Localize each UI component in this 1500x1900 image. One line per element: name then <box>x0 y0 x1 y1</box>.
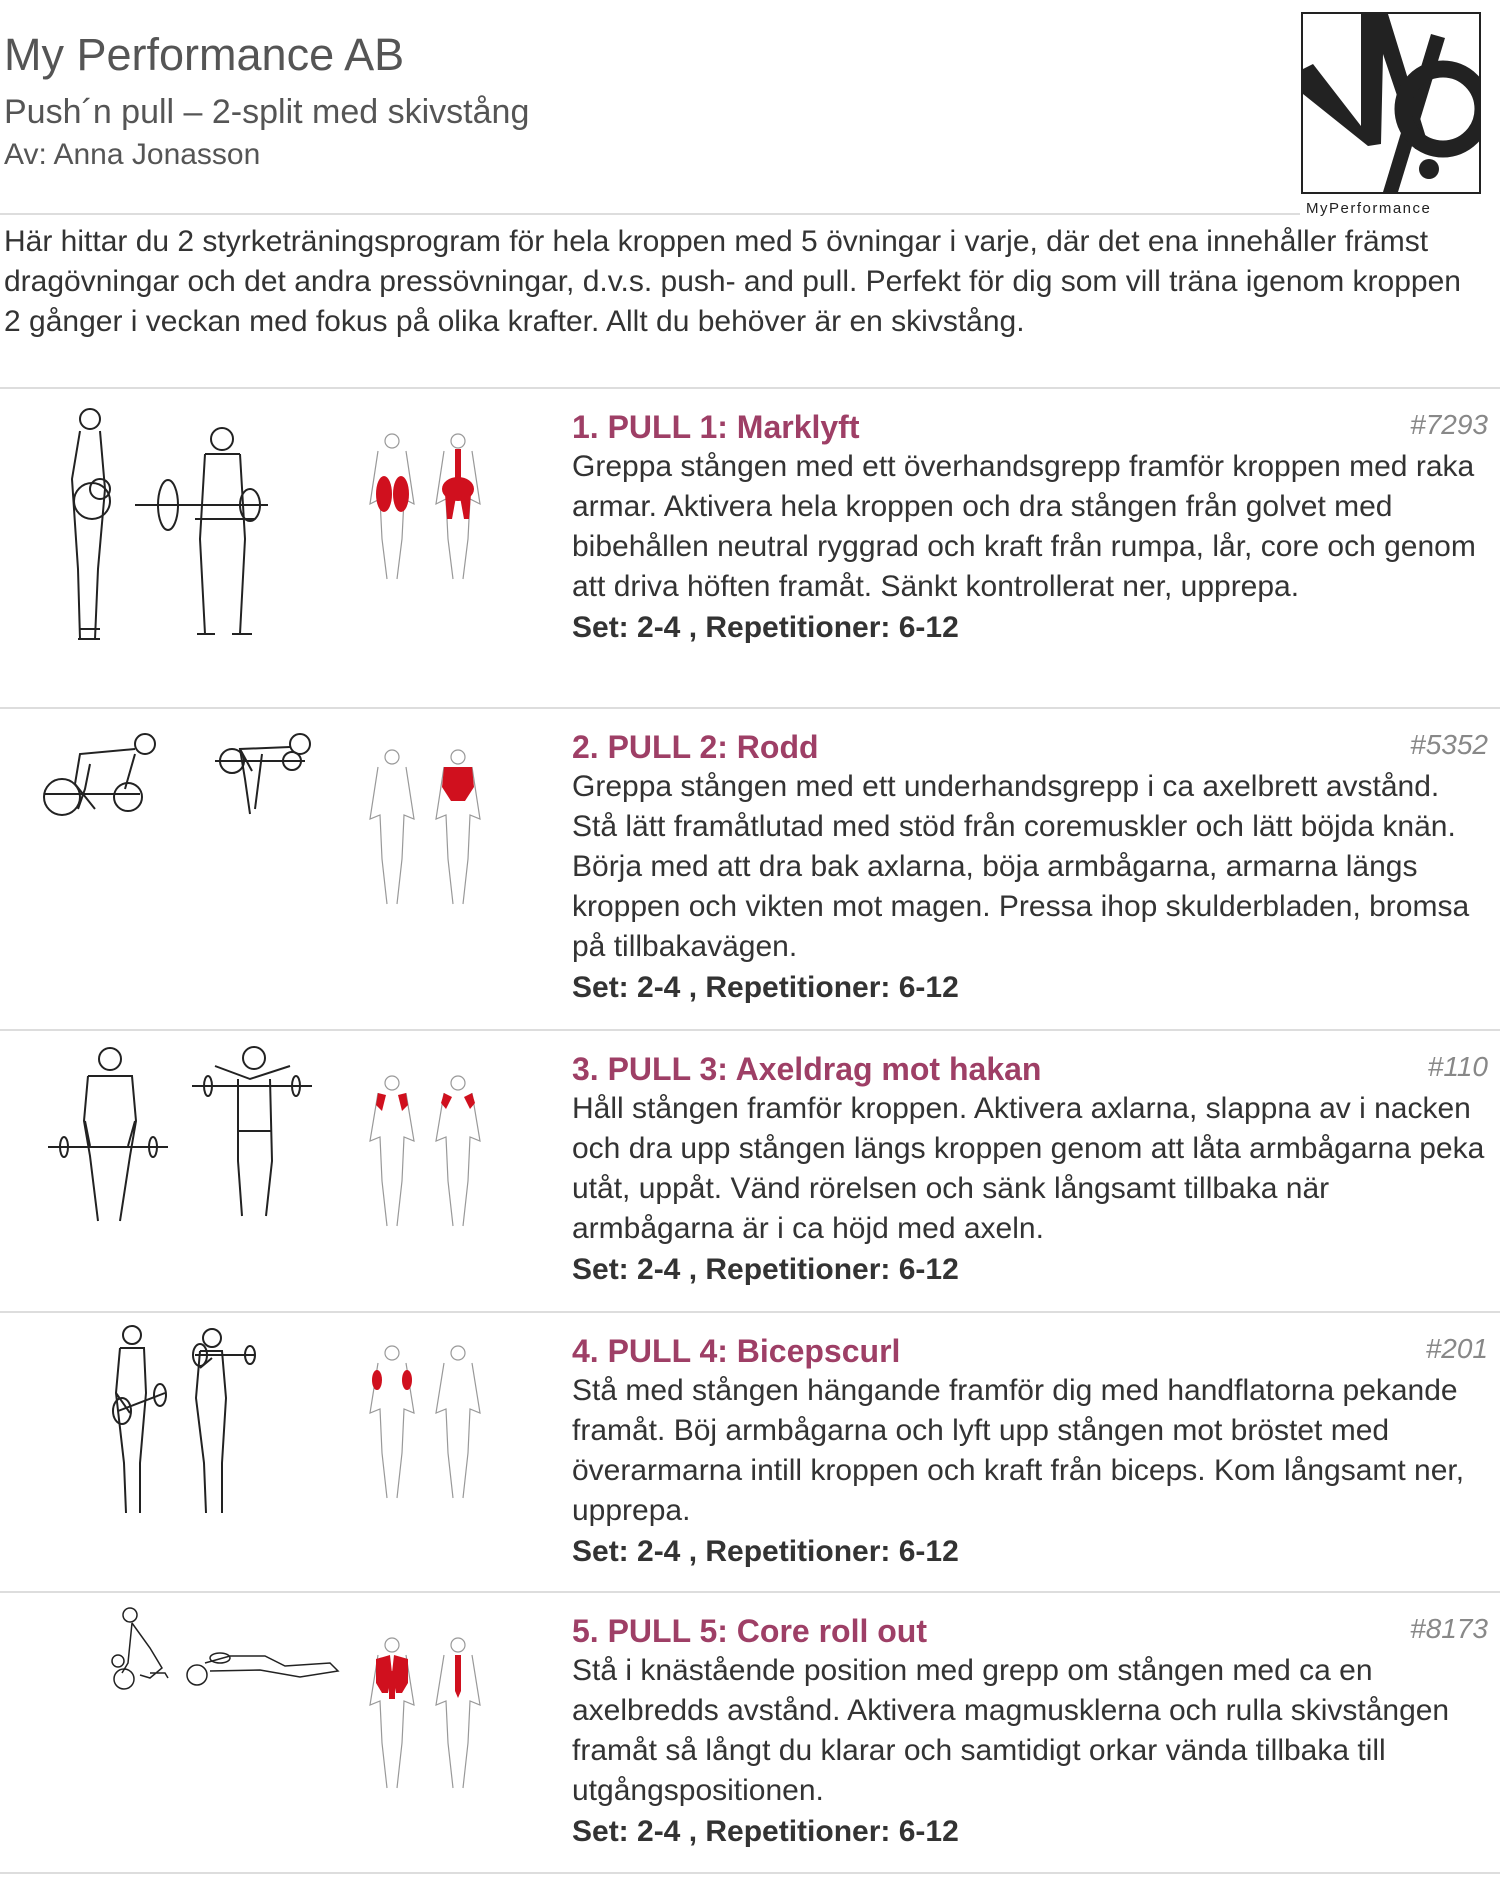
exercise-row <box>0 1593 1500 1872</box>
program-title: Push´n pull – 2-split med skivstång <box>4 93 530 131</box>
exercise-title: 3. PULL 3: Axeldrag mot hakan <box>572 1051 1042 1087</box>
exercise-sets-reps: Set: 2-4 , Repetitioner: 6-12 <box>572 1535 959 1568</box>
myperformance-logo-icon <box>1301 12 1481 194</box>
exercise-description: Stå med stången hängande framför dig med handflatorna pekande framåt. Böj armbågarna och lyft upp stången mot bröstet med överarmarna intill kroppen och kraft från biceps. Kom långsamt ner, upprepa. <box>572 1374 1465 1527</box>
exercise-title: 2. PULL 2: Rodd <box>572 729 819 765</box>
header-divider <box>0 213 1300 215</box>
exercise-description: Stå i knästående position med grepp om stången med ca en axelbredds avstånd. Aktivera magmusklerna och rulla skivstången framåt så långt du klarar och samtidigt orkar vända tillbaka till utgångspositionen. <box>572 1654 1450 1807</box>
exercise-title: 5. PULL 5: Core roll out <box>572 1613 927 1649</box>
exercise-illustration <box>0 1313 560 1573</box>
exercise-sets-reps: Set: 2-4 , Repetitioner: 6-12 <box>572 1815 959 1848</box>
person-illustration-icon <box>44 734 155 815</box>
exercise-row <box>0 1031 1500 1311</box>
exercise-title: 1. PULL 1: Marklyft <box>572 409 860 445</box>
person-illustration-icon <box>112 1608 168 1689</box>
exercise-sets-reps: Set: 2-4 , Repetitioner: 6-12 <box>572 1253 959 1286</box>
exercise-description: Greppa stången med ett överhandsgrepp framför kroppen med raka armar. Aktivera hela kroppen och dra stången från golvet med bibehållen neutral ryggrad och kraft från rumpa, lår, core och genom att driva höften framåt. Sänkt kontrollerat ner, upprepa. <box>572 450 1476 603</box>
exercise-id: #8173 <box>1410 1613 1488 1644</box>
exercise-illustration <box>0 709 560 969</box>
person-illustration-icon <box>48 1048 168 1221</box>
exercise-illustration <box>0 389 560 649</box>
exercise-row <box>0 1313 1500 1591</box>
exercise-description: Greppa stången med ett underhandsgrepp i ca axelbrett avstånd. Stå lätt framåtlutad med stöd från coremuskler och lätt böjda knän. Börja med att dra bak axlarna, böja armbågarna, armarna längs kroppen och vikten mot magen. Pressa ihop skulderbladen, bromsa på tillbakavägen. <box>572 770 1470 963</box>
exercise-id: #110 <box>1427 1051 1488 1082</box>
person-illustration-icon <box>113 1326 166 1513</box>
exercise-row <box>0 389 1500 707</box>
logo-caption: MyPerformance <box>1306 200 1432 217</box>
exercise-id: #201 <box>1425 1333 1488 1364</box>
exercise-sets-reps: Set: 2-4 , Repetitioner: 6-12 <box>572 611 959 644</box>
company-title: My Performance AB <box>4 29 405 80</box>
author-line: Av: Anna Jonasson <box>4 138 261 171</box>
exercise-illustration <box>0 1031 560 1291</box>
person-illustration-icon <box>72 409 110 639</box>
exercise-description: Håll stången framför kroppen. Aktivera axlarna, slappna av i nacken och dra upp stången längs kroppen genom att låta armbågarna peka utåt, uppåt. Vänd rörelsen och sänk långsamt tillbaka när armbågarna är i ca höjd med axeln. <box>572 1092 1485 1245</box>
exercise-illustration <box>0 1593 560 1853</box>
intro-text: Här hittar du 2 styrketräningsprogram för hela kroppen med 5 övningar i varje, där det ena innehåller främst dragövningar och det andra pressövningar, d.v.s. push- and pull. Perfekt för dig som vill träna igenom kroppen 2 gånger i veckan med fokus på olika krafter. Allt du behöver är en skivstång. <box>4 225 1461 338</box>
exercise-title: 4. PULL 4: Bicepscurl <box>572 1333 901 1369</box>
divider <box>0 1872 1500 1874</box>
exercise-row <box>0 709 1500 1029</box>
exercise-id: #5352 <box>1410 729 1488 760</box>
exercise-id: #7293 <box>1410 409 1488 440</box>
exercise-sets-reps: Set: 2-4 , Repetitioner: 6-12 <box>572 971 959 1004</box>
